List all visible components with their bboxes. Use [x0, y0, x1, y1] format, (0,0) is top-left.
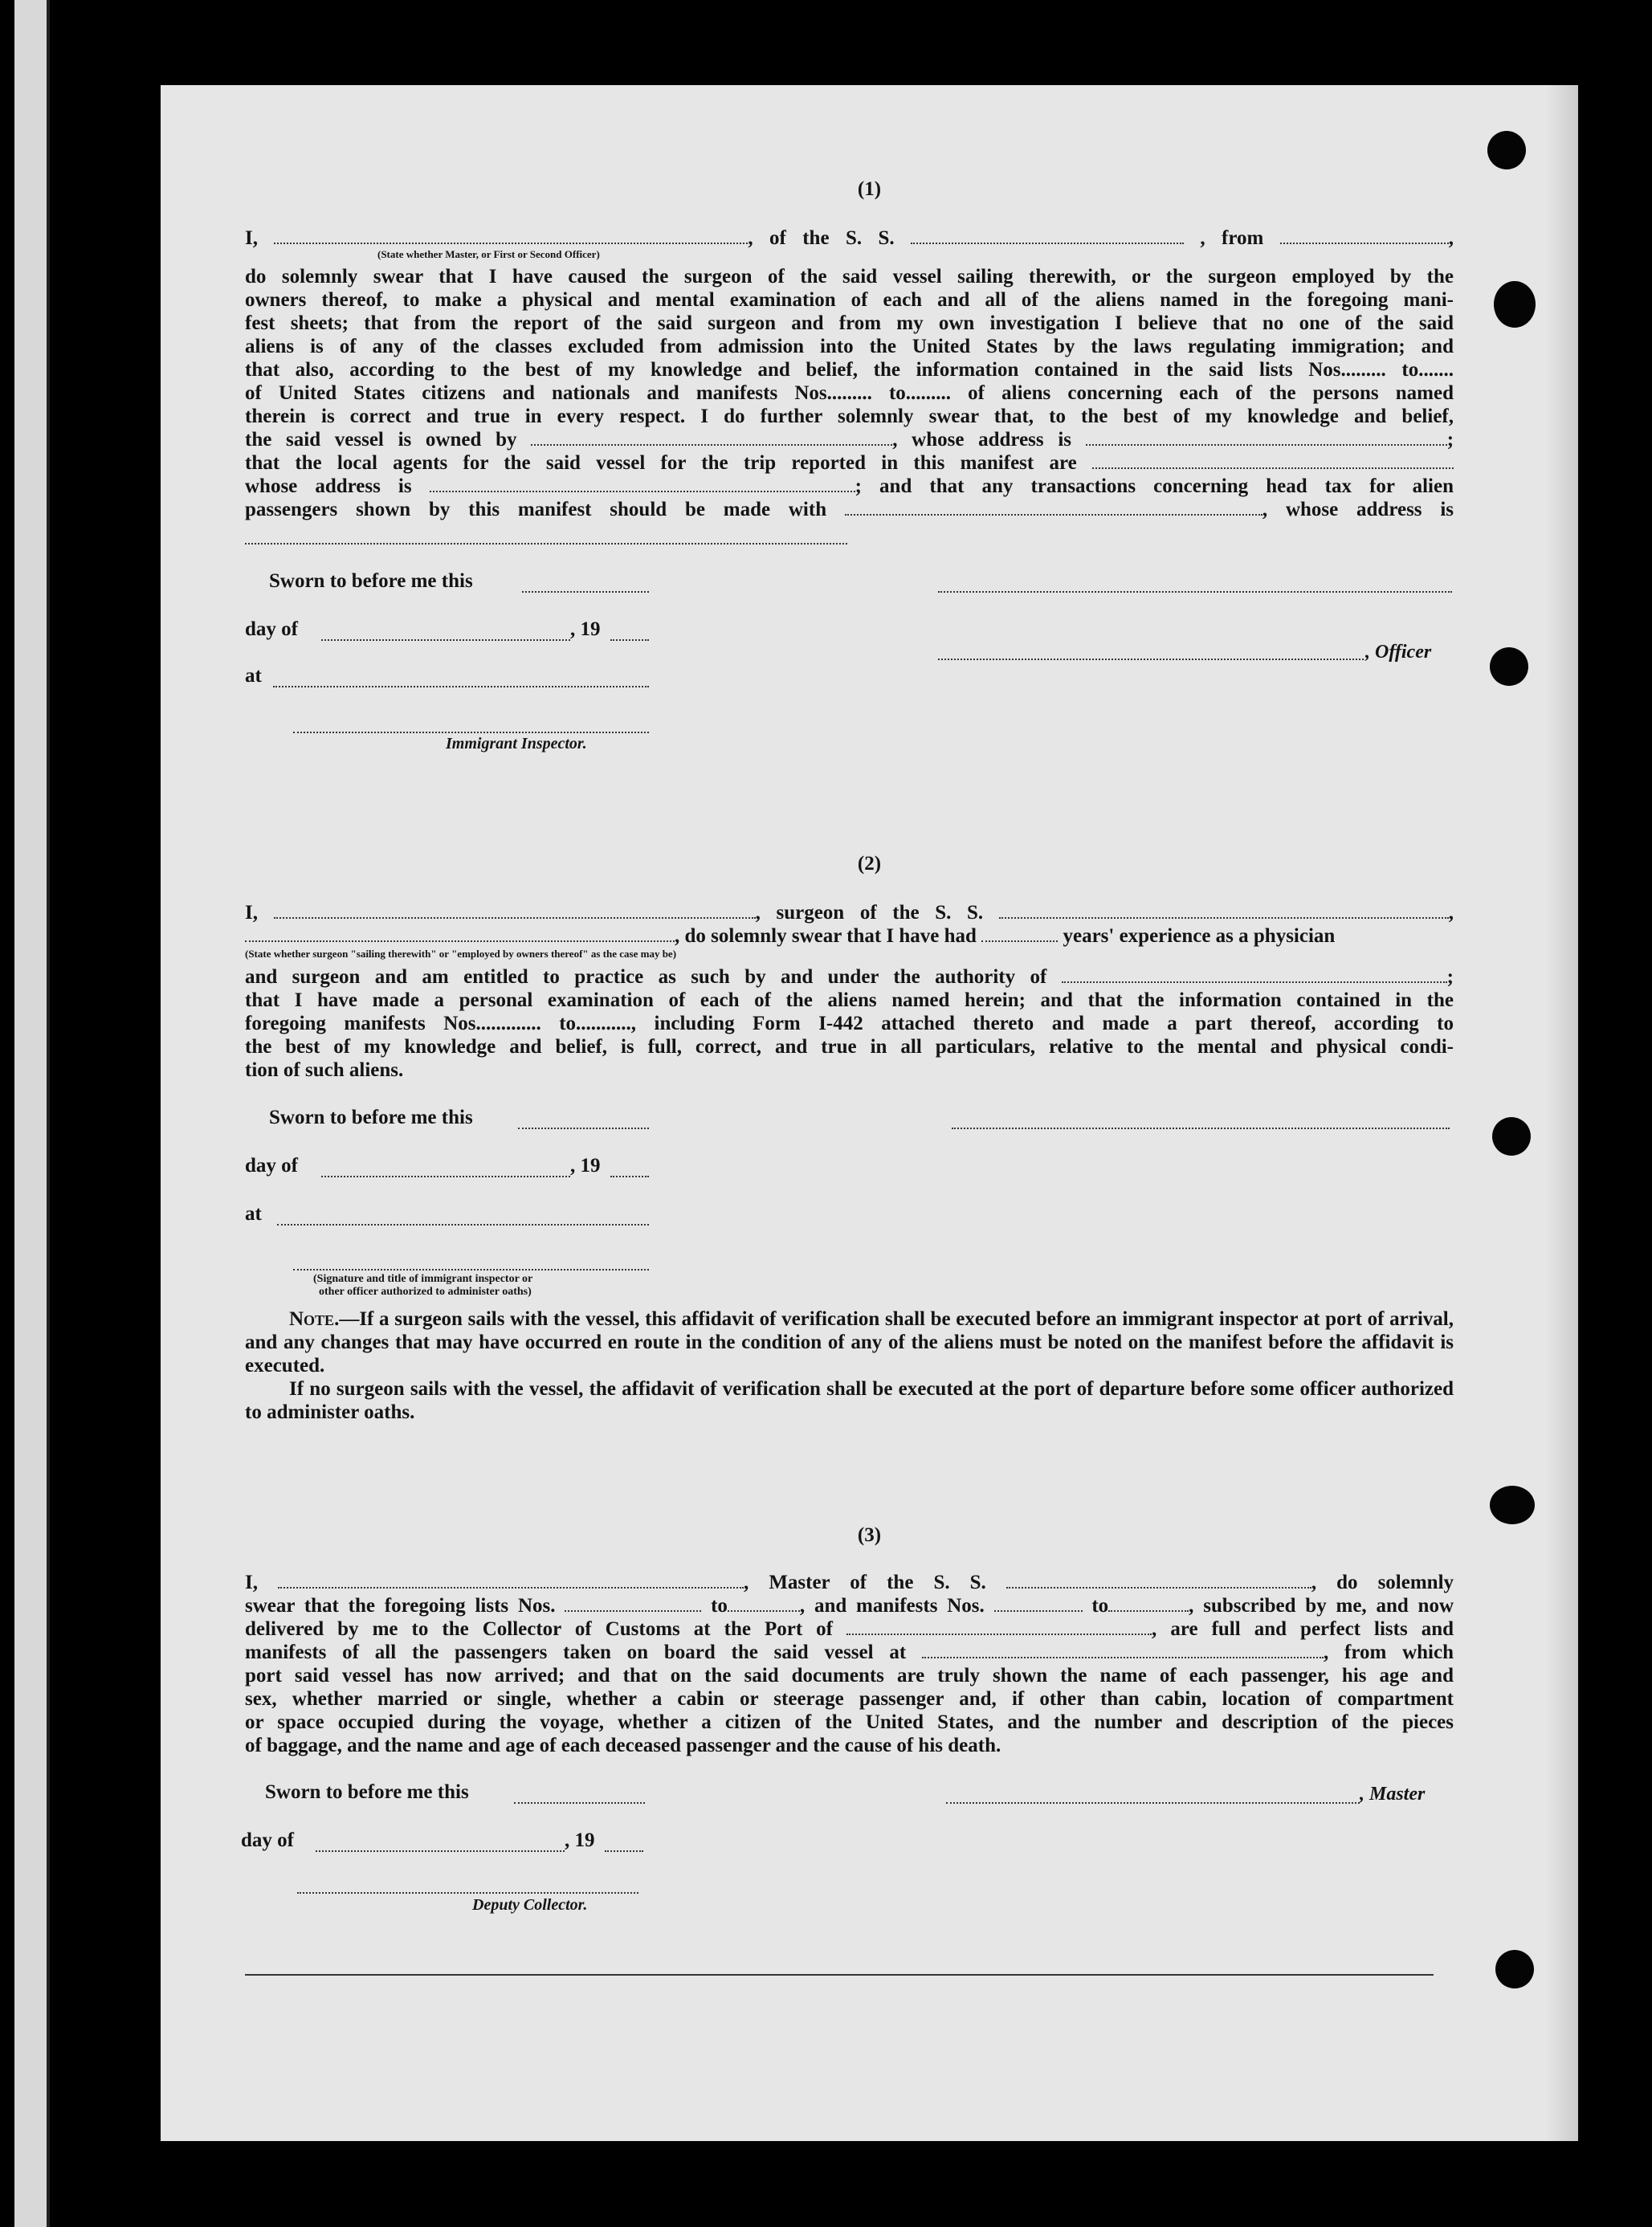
s2-vessel-name-field[interactable]	[999, 903, 1449, 919]
s1-day-field[interactable]	[321, 638, 570, 641]
s2-l2-b: years' experience as a physician	[1063, 925, 1336, 947]
s3-day-field[interactable]	[316, 1849, 565, 1852]
s3-year-label: , 19	[565, 1829, 595, 1851]
inspector-signature-line[interactable]	[293, 730, 649, 733]
s1-l11-a: whose address is	[245, 475, 412, 497]
s1-l11-b: ; and that any transactions concerning head tax for alien	[855, 475, 1454, 497]
s1-line-1	[245, 226, 1454, 250]
s1-line-3: owners thereof, to make a physical and mental examination of each and all of the aliens named in the foregoing mani-	[245, 289, 1454, 311]
collector-signature-line[interactable]	[297, 1891, 638, 1894]
s2-at-field[interactable]	[277, 1222, 649, 1226]
s1-line-4: fest sheets; that from the report of the said surgeon and from my own investigation I believe that no one of the said	[245, 312, 1454, 334]
s2-sig-note-2: other officer authorized to administer oaths)	[319, 1286, 532, 1298]
s1-year-field[interactable]	[610, 638, 649, 641]
s2-state-note: (State whether surgeon "sailing therewith" or "employed by owners thereof" as the case may be)	[245, 948, 677, 960]
surgeon-name-field[interactable]	[274, 903, 756, 919]
s1-at-field[interactable]	[273, 684, 649, 687]
manifest-verification-page	[161, 85, 1578, 2141]
s2-l1-c: ,	[1448, 902, 1454, 924]
s2-sig-note-1: (Signature and title of immigrant inspector or	[313, 1273, 533, 1285]
owner-address-field[interactable]	[1086, 430, 1447, 446]
s1-line-12	[245, 498, 1454, 521]
s2-inspector-signature-line[interactable]	[293, 1267, 649, 1271]
agents-address-field[interactable]	[430, 476, 855, 492]
s1-line-9	[245, 428, 1454, 451]
punch-hole	[1494, 281, 1536, 328]
s2-l3-a: and surgeon and am entitled to practice as such by and under the authority of	[245, 966, 1047, 988]
s1-line-10	[245, 451, 1454, 475]
collector-label: Deputy Collector.	[472, 1896, 588, 1914]
s1-line-5: aliens is of any of the classes excluded from admission into the United States by the laws regulating immigration; and	[245, 336, 1454, 357]
left-edge-strip	[14, 0, 50, 2227]
port-field[interactable]	[846, 1619, 1152, 1635]
inspector-label: Immigrant Inspector.	[446, 735, 587, 753]
s2-line-6: the best of my knowledge and belief, is full, correct, and true in all particulars, relative to the mental and physical condi-	[245, 1036, 1454, 1058]
punch-hole	[1492, 1117, 1531, 1156]
note-label: Note.	[289, 1308, 340, 1330]
section-2-number: (2)	[857, 853, 882, 875]
s1-day-of-label: day of	[245, 618, 298, 640]
head-tax-contact-field[interactable]	[845, 500, 1262, 516]
note-text-2: If no surgeon sails with the vessel, the affidavit of verification shall be executed at the port of departure before some officer authorized to administer oaths.	[245, 1378, 1454, 1423]
punch-hole	[1490, 1486, 1535, 1524]
head-tax-address-line[interactable]	[245, 541, 847, 545]
s3-day-of-label: day of	[241, 1829, 294, 1851]
s1-l12-a: passengers shown by this manifest should be made with	[245, 499, 827, 520]
punch-hole	[1495, 1950, 1534, 1988]
s3-l3-a: delivered by me to the Collector of Customs at the Port of	[245, 1618, 834, 1640]
manifests-from-field[interactable]	[994, 1596, 1083, 1612]
lists-from-field[interactable]	[565, 1596, 701, 1612]
s2-l1-b: , surgeon of the S. S.	[755, 902, 984, 924]
section-1-number: (1)	[857, 178, 882, 200]
s3-line-5: port said vessel has now arrived; and that on the said documents are truly shown the name of each passenger, his age and	[245, 1665, 1454, 1687]
s1-l10-a: that the local agents for the said vessel for the trip reported in this manifest are	[245, 452, 1077, 474]
s3-l3-b: , are full and perfect lists and	[1152, 1618, 1454, 1640]
s2-day-field[interactable]	[321, 1174, 570, 1177]
local-agents-field[interactable]	[1092, 453, 1454, 469]
s3-line-6: sex, whether married or single, whether a cabin or steerage passenger and, if other than cabin, location of compartment	[245, 1688, 1454, 1710]
s2-line-5: foregoing manifests Nos............. to..........., including Form I-442 attached thereto and made a part thereof, according to	[245, 1013, 1454, 1034]
s1-l9-b: , whose address is	[892, 429, 1071, 451]
s3-line-7: or space occupied during the voyage, whether a citizen of the United States, and the number and description of the pieces	[245, 1711, 1454, 1733]
s2-at-label: at	[245, 1203, 262, 1225]
s1-l1-a: I,	[245, 227, 258, 249]
s3-line-1	[245, 1571, 1454, 1594]
surgeon-signature-line[interactable]	[952, 1126, 1450, 1129]
s1-l9-c: ;	[1446, 429, 1454, 451]
officer-label: , Officer	[1365, 642, 1432, 663]
master-name-field[interactable]	[274, 228, 748, 244]
s1-sworn-label: Sworn to before me this	[269, 570, 473, 592]
surgeon-capacity-field[interactable]	[245, 926, 675, 942]
s1-signature-line[interactable]	[938, 589, 1452, 593]
master-signature-line[interactable]	[946, 1801, 1360, 1804]
s2-line-3: and surgeon and am entitled to practice as such by and under the authority of ;	[245, 966, 1454, 988]
s2-line-1	[245, 901, 1454, 924]
s3-sworn-label: Sworn to before me this	[265, 1781, 469, 1803]
s3-vessel-name-field[interactable]	[1006, 1572, 1311, 1589]
s3-l1-b: , Master of the S. S.	[744, 1572, 986, 1593]
s1-line-8: therein is correct and true in every respect. I do further solemnly swear that, to the best of my knowledge and belief,	[245, 406, 1454, 427]
s2-sworn-label: Sworn to before me this	[269, 1107, 473, 1128]
s2-day-of-label: day of	[245, 1155, 298, 1177]
s2-l1-a: I,	[245, 902, 258, 924]
s2-year-field[interactable]	[610, 1174, 649, 1177]
s1-at-label: at	[245, 665, 262, 687]
s1-l12-b: , whose address is	[1262, 499, 1454, 520]
s2-sworn-field[interactable]	[518, 1126, 649, 1129]
vessel-name-field[interactable]	[911, 228, 1184, 244]
s1-line-11	[245, 475, 1454, 498]
s3-l2-e: , subscribed by me, and now	[1189, 1595, 1454, 1617]
s3-l2-c: , and manifests Nos.	[799, 1595, 985, 1617]
section-3-number: (3)	[857, 1524, 882, 1546]
s3-l4-a: manifests of all the passengers taken on board the said vessel at	[245, 1642, 907, 1663]
bottom-rule	[245, 1974, 1434, 1976]
s1-line-6: that also, according to the best of my knowledge and belief, the information contained in the said lists Nos......... to.......	[245, 359, 1454, 381]
owner-field[interactable]	[531, 430, 892, 446]
s1-line-7: of United States citizens and nationals and manifests Nos......... to......... of aliens concerning each of the persons named	[245, 382, 1454, 404]
note-block	[245, 1307, 1454, 1424]
s1-l9-a: the said vessel is owned by	[245, 429, 517, 451]
s2-line-4: that I have made a personal examination of each of the aliens named herein; and that the information contained in the	[245, 989, 1454, 1011]
s2-line-7: tion of such aliens.	[245, 1059, 404, 1081]
s1-l1-c: , from	[1200, 227, 1264, 249]
s2-line-2	[245, 924, 1454, 948]
s3-master-name-field[interactable]	[278, 1572, 744, 1589]
lists-to-field[interactable]	[728, 1596, 800, 1612]
s3-sworn-field[interactable]	[514, 1801, 645, 1804]
s1-year-label: , 19	[570, 618, 601, 640]
note-text: —If a surgeon sails with the vessel, this affidavit of verification shall be executed before an immigrant inspector at port of arrival, and any changes that may have occurred en route in the condition of any of the aliens must be noted on the manifest before the affidavit is executed.	[245, 1308, 1454, 1377]
s1-l1-d: ,	[1448, 227, 1454, 249]
s1-line-2: do solemnly swear that I have caused the surgeon of the said vessel sailing therewith, or the surgeon employed by the	[245, 266, 1454, 288]
s3-year-field[interactable]	[605, 1849, 643, 1852]
s3-l1-c: , do solemnly	[1311, 1572, 1454, 1593]
s3-l2-a: swear that the foregoing lists Nos.	[245, 1595, 556, 1617]
s1-l1-b: , of the S. S.	[748, 227, 895, 249]
s3-line-3	[245, 1617, 1454, 1641]
from-port-field[interactable]	[1280, 228, 1449, 244]
punch-hole	[1487, 131, 1526, 169]
manifests-to-field[interactable]	[1108, 1596, 1189, 1612]
s1-sworn-field[interactable]	[522, 589, 649, 593]
s3-line-8: of baggage, and the name and age of each deceased passenger and the cause of his death.	[245, 1735, 1001, 1756]
years-experience-field[interactable]	[981, 926, 1058, 942]
s3-l2-d: to	[1091, 1595, 1109, 1617]
master-label: , Master	[1360, 1784, 1426, 1805]
s3-line-2	[245, 1594, 1454, 1617]
s3-l4-b: , from which	[1323, 1642, 1454, 1663]
s1-state-note: (State whether Master, or First or Second Officer)	[377, 248, 600, 260]
boarding-port-field[interactable]	[922, 1642, 1324, 1658]
s2-l2-a: , do solemnly swear that I have had	[675, 925, 977, 947]
s3-line-4	[245, 1641, 1454, 1664]
s2-year-label: , 19	[570, 1155, 601, 1177]
officer-signature-line[interactable]	[938, 657, 1364, 660]
s3-l2-b: to	[711, 1595, 728, 1617]
s3-l1-a: I,	[245, 1572, 258, 1593]
authority-field[interactable]	[1062, 967, 1447, 983]
punch-hole	[1490, 647, 1528, 686]
